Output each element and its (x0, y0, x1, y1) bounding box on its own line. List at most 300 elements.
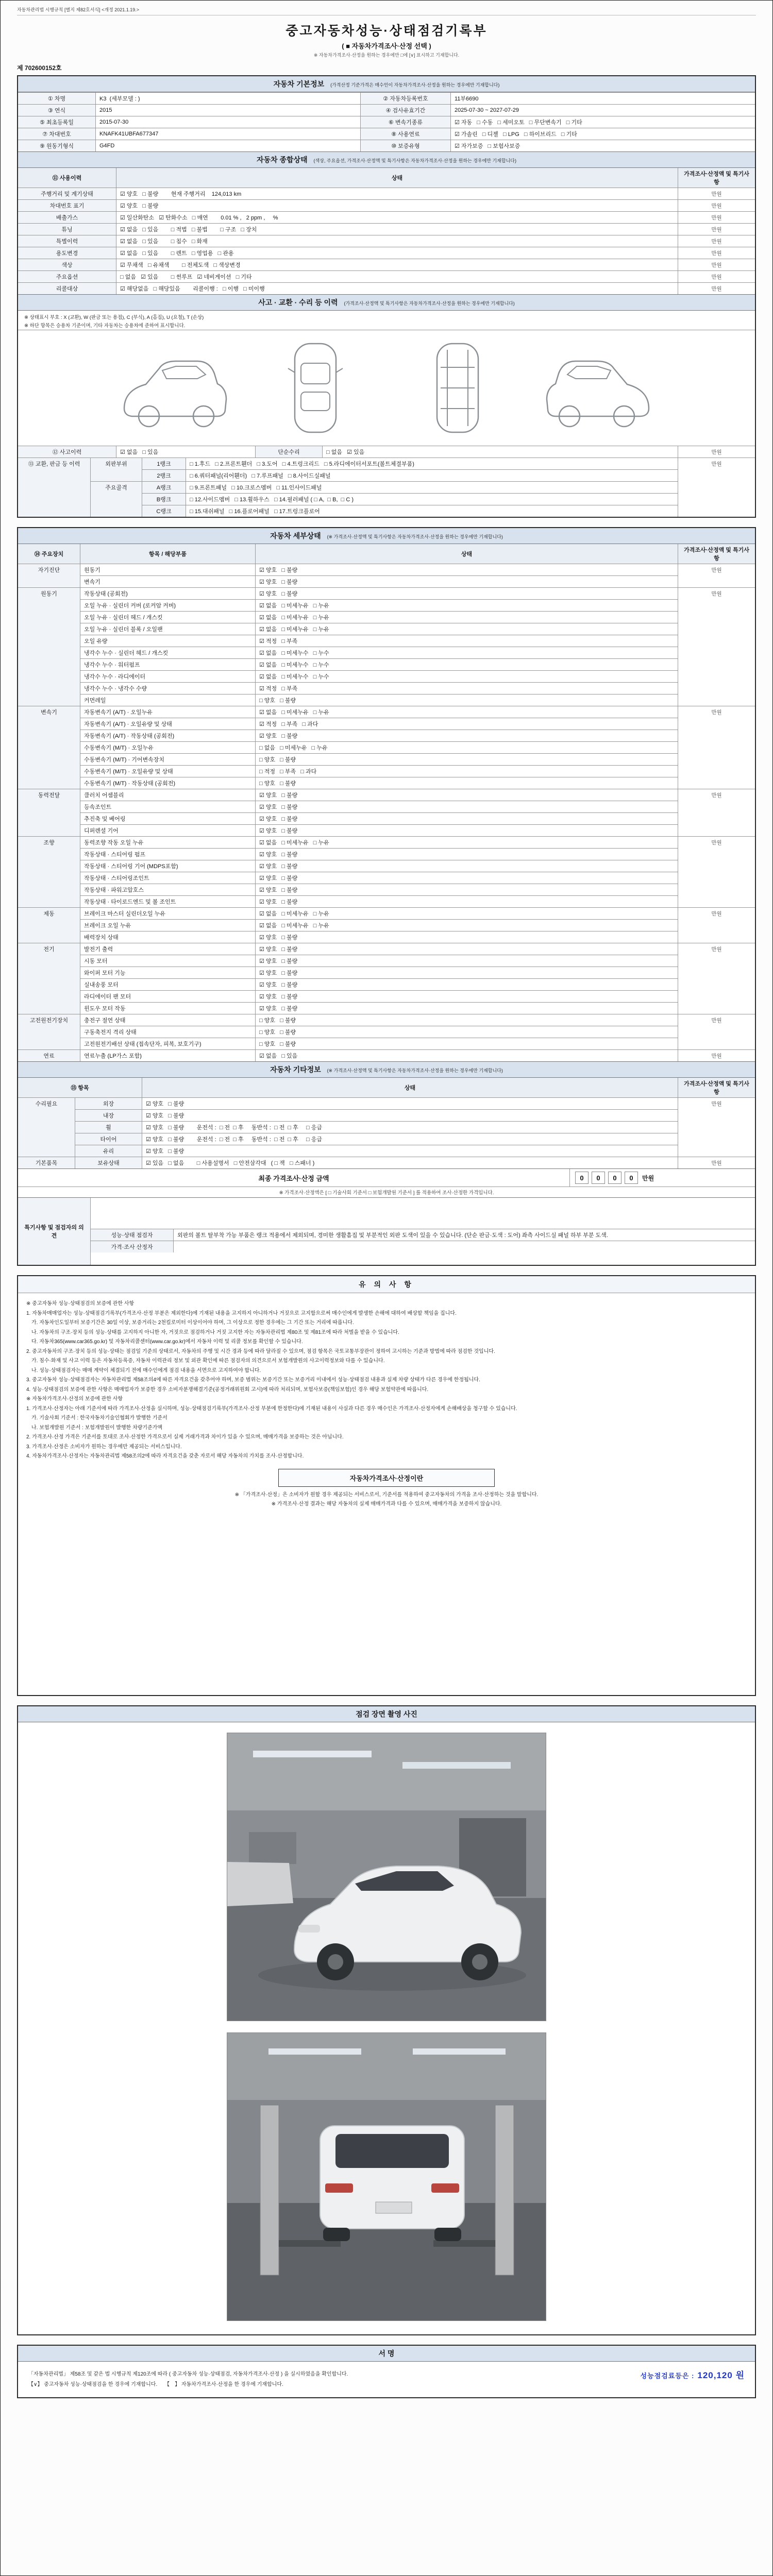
section-signature (17, 2345, 756, 2398)
price-cell (678, 469, 755, 481)
device-label (18, 919, 80, 931)
notice-item: 4. 자동차가격조사·산정자는 자동차관리법 제58조의2에 따라 자격요건을 갖춘 자로서 해당 자동차의 가치를 조사·산정합니다. (26, 1453, 304, 1459)
etc-row (18, 1109, 755, 1121)
exchange-label (18, 493, 90, 505)
accident-history-label: ⑫ 사고이력 (18, 446, 116, 457)
device-label (18, 599, 80, 611)
item-label: 리콜대상 (18, 282, 116, 294)
status-checkboxes[interactable]: ☑ 양호 □ 불량 운전석 : □ 전 □ 후 동반석 : □ 전 □ 후 □ 응급 (142, 1121, 678, 1133)
detail-row (18, 765, 755, 777)
price-cell (678, 978, 755, 990)
status-checkboxes[interactable]: ☑ 양호 □ 불량 (255, 587, 678, 599)
price-cell (678, 884, 755, 895)
status-checkboxes[interactable]: ☑ 양호 □ 불량 (255, 789, 678, 801)
device-label (18, 990, 80, 1002)
detail-row (18, 706, 755, 718)
final-amount-label: 최종 가격조사·산정 금액 (258, 1174, 329, 1182)
exchange-label (18, 505, 90, 517)
status-checkboxes[interactable]: ☑ 없음 □ 미세누유 □ 누유 (255, 706, 678, 718)
status-checkboxes[interactable]: ☑ 양호 □ 불량 (255, 990, 678, 1002)
col-part: 항목 / 해당부품 (80, 544, 255, 564)
status-checkboxes[interactable]: ☑ 해당없음 □ 해당있음 리콜이행 : □ 이행 □ 미이행 (116, 282, 678, 294)
device-label (18, 884, 80, 895)
field-value[interactable]: G4FD (95, 140, 360, 151)
part-label: 오일 누유 · 실린더 블록 / 오일팬 (80, 623, 255, 635)
field-label: ③ 연식 (18, 104, 95, 116)
price-cell (678, 1026, 755, 1038)
status-checkboxes[interactable]: ☑ 양호 □ 불량 (142, 1145, 678, 1157)
item-label: 내장 (75, 1109, 142, 1121)
detail-row (18, 623, 755, 635)
part-label: 변속기 (80, 575, 255, 587)
detail-row (18, 564, 755, 575)
price-cell: 만원 (678, 907, 755, 919)
field-value[interactable]: ☑ 가솔린 □ 디젤 □ LPG □ 하이브리드 □ 기타 (450, 128, 755, 140)
status-checkboxes[interactable]: ☑ 양호 □ 불량 (255, 824, 678, 836)
status-checkboxes[interactable]: ☑ 양호 □ 불량 (255, 575, 678, 587)
amount-digit[interactable]: 0 (592, 1172, 605, 1184)
price-cell: 만원 (678, 211, 755, 223)
status-checkboxes[interactable]: □ 양호 □ 불량 (255, 1038, 678, 1049)
title-note: ※ 자동차가격조사·산정을 원하는 경우에만 □에 [∨] 표시하고 기재합니다. (313, 53, 460, 58)
price-cell (678, 658, 755, 670)
notice-item: ※ 자동차가격조사·산정의 보증에 관한 사항 (26, 1396, 123, 1402)
status-checkboxes[interactable]: □ 양호 □ 불량 (255, 777, 678, 789)
basic-info-row (18, 92, 755, 104)
status-checkboxes[interactable]: ☑ 없음 □ 미세누유 □ 누유 (255, 611, 678, 623)
status-checkboxes[interactable]: ☑ 없음 □ 미세누수 □ 누수 (255, 658, 678, 670)
col-price: 가격조사·산정액 및 특기사항 (678, 1078, 755, 1097)
exchange-rank-row (18, 469, 755, 481)
status-checkboxes[interactable]: ☑ 없음 □ 미세누유 □ 누유 (255, 919, 678, 931)
price-cell: 만원 (678, 235, 755, 247)
status-checkboxes[interactable]: ☑ 양호 □ 불량 현재 주행거리 124,013 km (116, 188, 678, 199)
device-label: 조향 (18, 836, 80, 848)
etc-note: (※ 가격조사·산정액 및 특기사항은 자동차가격조사·산정을 원하는 경우에만 기재합니다) (327, 1068, 503, 1073)
detail-row (18, 647, 755, 658)
status-checkboxes[interactable]: ☑ 양호 □ 불량 (255, 967, 678, 978)
device-label (18, 1038, 80, 1049)
signature-statement: 「자동차관리법」 제58조 및 같은 법 시행규칙 제120조에 따라 ( 중고자동차 성능·상태점검, 자동차가격조사·산정 ) 을 실시하였음을 확인합니다. (28, 2371, 348, 2377)
status-checkboxes[interactable]: ☑ 없음 □ 있음 □ 적법 □ 불법 □ 구조 □ 장치 (116, 223, 678, 235)
price-cell: 만원 (678, 1097, 755, 1109)
price-cell: 만원 (678, 1157, 755, 1168)
price-cell: 만원 (678, 270, 755, 282)
part-label: 브레이크 오일 누유 (80, 919, 255, 931)
device-label (18, 860, 80, 872)
price-cell (678, 730, 755, 741)
status-checkboxes[interactable]: ☑ 일산화탄소 ☑ 탄화수소 □ 매연 0.01 % , 2 ppm , % (116, 211, 678, 223)
part-label: 냉각수 누수 · 냉각수 수량 (80, 682, 255, 694)
price-cell (678, 955, 755, 967)
rank-checkboxes[interactable]: □ 15.대쉬패널 □ 16.플로어패널 □ 17.트렁크플로어 (186, 505, 678, 517)
part-label: 수동변속기 (M/T) · 기어변속장치 (80, 753, 255, 765)
price-cell (678, 990, 755, 1002)
notice-body (18, 1293, 755, 1695)
detail-row (18, 978, 755, 990)
detail-rows (18, 564, 755, 1061)
part-label: 수동변속기 (M/T) · 오일누유 (80, 741, 255, 753)
status-checkboxes[interactable]: □ 없음 ☑ 있음 □ 썬루프 ☑ 네비게이션 □ 기타 (116, 270, 678, 282)
rank-checkboxes[interactable]: □ 12.사이드멤버 □ 13.휠하우스 □ 14.필러패널 ( □ A, □ B, □ C ) (186, 493, 678, 505)
overall-row (18, 270, 755, 282)
device-label (18, 730, 80, 741)
car-diagrams (18, 330, 755, 446)
detail-row (18, 931, 755, 943)
status-checkboxes[interactable]: ☑ 양호 □ 불량 운전석 : □ 전 □ 후 동반석 : □ 전 □ 후 □ 응급 (142, 1133, 678, 1145)
basic-info-row (18, 116, 755, 128)
price-cell (678, 611, 755, 623)
price-cell (678, 647, 755, 658)
field-value[interactable]: ☑ 자동 □ 수동 □ 세미오토 □ 무단변속기 □ 기타 (450, 116, 755, 128)
price-cell (678, 718, 755, 730)
price-cell (678, 1109, 755, 1121)
accident-note: (가격조사·산정액 및 특기사항은 자동차가격조사·산정을 원하는 경우에만 기재합니다) (344, 301, 515, 306)
status-checkboxes[interactable]: □ 적정 □ 부족 □ 과다 (255, 765, 678, 777)
price-cell (678, 741, 755, 753)
item-label: 유리 (75, 1145, 142, 1157)
status-checkboxes[interactable]: □ 양호 □ 불량 (255, 1014, 678, 1026)
device-label (18, 647, 80, 658)
exchange-label (18, 481, 90, 493)
part-label: 등속조인트 (80, 801, 255, 812)
price-cell (678, 931, 755, 943)
detail-row (18, 670, 755, 682)
device-label (18, 848, 80, 860)
detail-note: (※ 가격조사·산정액 및 특기사항은 자동차가격조사·산정을 원하는 경우에만 기재합니다) (327, 534, 503, 539)
device-label (18, 872, 80, 884)
status-checkboxes[interactable]: ☑ 없음 □ 있음 (255, 1049, 678, 1061)
exchange-label (18, 469, 90, 481)
document-number: 제 702600152호 (17, 64, 62, 72)
col-status: 상태 (116, 168, 678, 188)
amount-digit[interactable]: 0 (608, 1172, 621, 1184)
field-label: ⑦ 차대번호 (18, 128, 95, 140)
part-label: 동력조향 작동 오일 누유 (80, 836, 255, 848)
detail-row (18, 1002, 755, 1014)
final-amount-note: ※ 가격조사·산정액은 [ □ 기술사회 기준서 □ 보험개발원 기준서 ] 를 적용하여 조사·산정한 가격입니다. (18, 1187, 755, 1197)
notice-box-lines (26, 1491, 747, 1509)
overall-table-head (18, 168, 755, 188)
detail-row (18, 1014, 755, 1026)
part-label: 수동변속기 (M/T) · 작동상태 (공회전) (80, 777, 255, 789)
price-cell (678, 919, 755, 931)
device-label (18, 682, 80, 694)
photos-body (18, 1722, 755, 2334)
rank-label: B랭크 (142, 493, 186, 505)
price-cell (678, 777, 755, 789)
col-price: 가격조사·산정액 및 특기사항 (678, 544, 755, 564)
price-cell: 만원 (678, 943, 755, 955)
fee-label: 성능점검료등은 : (640, 2372, 695, 2380)
detail-row (18, 658, 755, 670)
field-label: ④ 검사유효기간 (360, 104, 450, 116)
detail-row (18, 1026, 755, 1038)
device-label (18, 777, 80, 789)
item-label: 배출가스 (18, 211, 116, 223)
status-checkboxes[interactable]: ☑ 양호 □ 불량 (255, 730, 678, 741)
price-cell (678, 753, 755, 765)
price-cell: 만원 (678, 836, 755, 848)
simple-repair-status[interactable]: □ 없음 ☑ 있음 (322, 446, 678, 457)
field-value[interactable]: 2025-07-30 ~ 2027-07-29 (450, 104, 755, 116)
detail-title: 자동차 세부상태 (270, 532, 321, 540)
part-label: 발전기 출력 (80, 943, 255, 955)
detail-row (18, 599, 755, 611)
part-label: 수동변속기 (M/T) · 오일유량 및 상태 (80, 765, 255, 777)
price-cell (678, 860, 755, 872)
item-label: 주행거리 및 계기상태 (18, 188, 116, 199)
opinion-rows-wrap (90, 1198, 755, 1265)
notice-item: 1. 가격조사·산정자는 아래 기준서에 따라 가격조사·산정을 실시하며, 성능·상태점검기록부(가격조사·산정 부분에 한정한다)에 기재된 내용이 사실과 다른 경우 매수인은 가격조사·산정자에게 손해배상을 청구할 수 있습니다. (26, 1405, 517, 1412)
part-label: 원동기 (80, 564, 255, 575)
etc-row (18, 1145, 755, 1157)
part-label: 자동변속기 (A/T) · 오일유량 및 상태 (80, 718, 255, 730)
etc-header (18, 1061, 755, 1078)
field-value[interactable]: 2015 (95, 104, 360, 116)
group-label (18, 1121, 75, 1133)
exchange-rank-row (18, 457, 755, 469)
rank-label: 2랭크 (142, 469, 186, 481)
device-label (18, 575, 80, 587)
status-checkboxes[interactable]: ☑ 양호 □ 불량 (255, 872, 678, 884)
signature-header: 서 명 (18, 2346, 755, 2362)
price-cell (678, 801, 755, 812)
status-checkboxes[interactable]: ☑ 없음 □ 미세누유 □ 누유 (255, 599, 678, 611)
overall-row (18, 235, 755, 247)
field-value[interactable]: 2015-07-30 (95, 116, 360, 128)
device-label (18, 765, 80, 777)
status-checkboxes[interactable]: ☑ 없음 □ 있음 □ 침수 □ 화재 (116, 235, 678, 247)
exchange-label: ⑬ 교환, 판금 등 이력 (18, 457, 90, 469)
status-checkboxes[interactable]: ☑ 무채색 □ 유채색 □ 전체도색 □ 색상변경 (116, 259, 678, 270)
etc-row (18, 1097, 755, 1109)
panel-group-label (90, 493, 142, 505)
part-label: 라디에이터 팬 모터 (80, 990, 255, 1002)
status-checkboxes[interactable]: ☑ 양호 □ 불량 (255, 812, 678, 824)
price-cell: 만원 (678, 199, 755, 211)
device-label (18, 670, 80, 682)
part-label: 브레이크 마스터 실린더오일 누유 (80, 907, 255, 919)
field-value[interactable]: 11부6690 (450, 92, 755, 104)
device-label: 전기 (18, 943, 80, 955)
device-label: 변속기 (18, 706, 80, 718)
price-cell: 만원 (678, 564, 755, 575)
opinion-side-row (18, 1198, 755, 1265)
notice-item: 다. 자동차365(www.car365.go.kr) 및 자동차리콜센터(www.car.go.kr)에서 자동차 이력 및 리콜 정보를 확인할 수 있습니다. (26, 1339, 303, 1345)
device-label: 고전원전기장치 (18, 1014, 80, 1026)
status-checkboxes[interactable]: ☑ 있음 □ 없음 □ 사용설명서 □ 안전삼각대 ( □ 잭 □ 스패너 ) (142, 1157, 678, 1168)
photo-2-scene (227, 2033, 546, 2321)
col-item: ⑮ 항목 (18, 1078, 142, 1097)
status-checkboxes[interactable]: ☑ 없음 □ 있음 □ 렌트 □ 영업용 □ 관용 (116, 247, 678, 259)
price-cell (678, 493, 755, 505)
item-label: 휠 (75, 1121, 142, 1133)
status-checkboxes[interactable]: ☑ 양호 □ 불량 (255, 943, 678, 955)
status-checkboxes[interactable]: ☑ 적정 □ 부족 □ 과다 (255, 718, 678, 730)
price-cell: 만원 (678, 587, 755, 599)
opinion-row (91, 1229, 755, 1241)
item-label: 특별이력 (18, 235, 116, 247)
status-checkboxes[interactable]: ☑ 양호 □ 불량 (255, 884, 678, 895)
detail-row (18, 836, 755, 848)
price-cell (678, 848, 755, 860)
amount-digit[interactable]: 0 (625, 1172, 638, 1184)
part-label: 작동상태 (공회전) (80, 587, 255, 599)
fee-value: 120,120 원 (697, 2370, 745, 2380)
etc-row (18, 1133, 755, 1145)
item-label: 외장 (75, 1097, 142, 1109)
basic-info-row (18, 128, 755, 140)
status-checkboxes[interactable]: ☑ 양호 □ 불량 (255, 895, 678, 907)
status-checkboxes[interactable]: ☑ 없음 □ 미세누수 □ 누수 (255, 670, 678, 682)
item-label: 색상 (18, 259, 116, 270)
detail-row (18, 789, 755, 801)
part-label: 고전원전기배선 상태 (접속단자, 피복, 보호기구) (80, 1038, 255, 1049)
notice-item: 3. 중고자동차 성능·상태점검자는 자동차관리법 제58조의4에 따른 자격요건을 갖추어야 하며, 보증 범위는 보증기간 또는 보증거리 이내에서 성능·상태점검 내용과 실제 차량 상태가 다른 경우에 한정됩니다. (26, 1377, 480, 1383)
field-value[interactable]: KNAFK41UBFA677347 (95, 128, 360, 140)
notice-title: 유 의 사 항 (18, 1276, 755, 1293)
opinion-side-label: 특기사항 및 점검자의 의견 (18, 1198, 90, 1265)
rank-label: 1랭크 (142, 457, 186, 469)
part-label: 오일 누유 · 실린더 헤드 / 개스킷 (80, 611, 255, 623)
status-checkboxes[interactable]: ☑ 양호 □ 불량 (255, 801, 678, 812)
status-checkboxes[interactable]: ☑ 양호 □ 불량 (255, 860, 678, 872)
diagram-basis-legend: ※ 하단 항목은 승용차 기준이며, 기타 자동차는 승용차에 준하여 표시합니다. (24, 323, 186, 329)
photo-1-scene (227, 1733, 546, 2021)
overall-row (18, 247, 755, 259)
device-label: 원동기 (18, 587, 80, 599)
overall-row (18, 199, 755, 211)
inspector-role: 성능·상태 점검자 (91, 1229, 173, 1241)
status-checkboxes[interactable]: □ 양호 □ 불량 (255, 753, 678, 765)
item-label: 주요옵션 (18, 270, 116, 282)
detail-row (18, 694, 755, 706)
accident-history-status[interactable]: ☑ 없음 □ 있음 (116, 446, 255, 457)
overall-row (18, 211, 755, 223)
device-label (18, 824, 80, 836)
price-survey-option[interactable]: ( ■ 자동차가격조사·산정 선택 ) (342, 42, 431, 50)
status-checkboxes[interactable]: ☑ 양호 □ 불량 (116, 199, 678, 211)
group-label: 수리필요 (18, 1097, 75, 1109)
rank-label: A랭크 (142, 481, 186, 493)
status-checkboxes[interactable]: ☑ 양호 □ 불량 (255, 955, 678, 967)
status-checkboxes[interactable]: ☑ 없음 □ 미세누유 □ 누유 (255, 907, 678, 919)
detail-row (18, 635, 755, 647)
device-label (18, 978, 80, 990)
notice-item: 나. 보험개발원 기준서 : 보험개발원이 발행한 차량기준가액 (26, 1425, 163, 1431)
etc-row (18, 1121, 755, 1133)
overall-rows (18, 188, 755, 294)
status-checkboxes[interactable]: ☑ 양호 □ 불량 (255, 978, 678, 990)
part-label: 작동상태 · 파워고압호스 (80, 884, 255, 895)
inspector-opinion[interactable]: 외판의 볼트 탈부착 가능 부품은 랭크 적용에서 제외되며, 경미한 생활흠집 및 부분적인 외판 도색이 있을 수 있습니다. (단순 판금·도색 : 도어) 좌측 사이드실 패널 하부 부분 도색. (173, 1229, 755, 1241)
rank-checkboxes[interactable]: □ 6.쿼터패널(리어휀더) □ 7.루프패널 □ 8.사이드실패널 (186, 469, 678, 481)
device-label (18, 801, 80, 812)
price-cell (678, 505, 755, 517)
group-label (18, 1145, 75, 1157)
device-label (18, 1002, 80, 1014)
price-cell: 만원 (678, 1049, 755, 1061)
price-cell (678, 599, 755, 611)
notice-item: 2. 중고자동차의 구조·장치 등의 성능·상태는 점검일 기준의 상태로서, 자동차의 주행 및 시간 경과 등에 따라 달라질 수 있으며, 점검 항목은 국토교통부장관이 정하여 고시하는 기준과 방법에 따라 점검한 것입니다. (26, 1348, 495, 1354)
field-label: ⑤ 최초등록일 (18, 116, 95, 128)
price-cell: 만원 (678, 706, 755, 718)
status-checkboxes[interactable]: □ 없음 □ 미세누유 □ 누유 (255, 741, 678, 753)
final-amount-row (18, 1168, 755, 1187)
group-label: 기본품목 (18, 1157, 75, 1168)
price-cell: 만원 (678, 1014, 755, 1026)
status-checkboxes[interactable]: □ 양호 □ 불량 (255, 694, 678, 706)
detail-row (18, 741, 755, 753)
overall-title: 자동차 종합상태 (257, 156, 308, 164)
part-label: 충전구 절연 상태 (80, 1014, 255, 1026)
part-label: 작동상태 · 타이로드엔드 및 볼 조인트 (80, 895, 255, 907)
page-title: 중고자동차성능·상태점검기록부 (285, 24, 488, 38)
status-checkboxes[interactable]: ☑ 양호 □ 불량 (255, 848, 678, 860)
status-checkboxes[interactable]: ☑ 양호 □ 불량 (255, 1002, 678, 1014)
accident-header (18, 294, 755, 311)
status-checkboxes[interactable]: ☑ 양호 □ 불량 (142, 1097, 678, 1109)
panel-group-label (90, 505, 142, 517)
status-checkboxes[interactable]: ☑ 적정 □ 부족 (255, 635, 678, 647)
exchange-rank-row (18, 481, 755, 493)
panel-group-label: 주요골격 (90, 481, 142, 493)
status-checkboxes[interactable]: ☑ 적정 □ 부족 (255, 682, 678, 694)
status-checkboxes[interactable]: ☑ 없음 □ 미세누유 □ 누유 (255, 623, 678, 635)
detail-row (18, 872, 755, 884)
device-label (18, 1026, 80, 1038)
part-label: 오일 누유 · 실린더 커버 (로커암 커버) (80, 599, 255, 611)
field-value[interactable]: K3 (세부모델 : ) (95, 92, 360, 104)
status-checkboxes[interactable]: ☑ 양호 □ 불량 (255, 931, 678, 943)
part-label: 클러치 어셈블리 (80, 789, 255, 801)
detail-row (18, 907, 755, 919)
inspection-fee (641, 2368, 745, 2381)
amount-digit[interactable]: 0 (575, 1172, 589, 1184)
simple-repair-label: 단순수리 (255, 446, 322, 457)
status-checkboxes[interactable]: ☑ 없음 □ 미세누수 □ 누수 (255, 647, 678, 658)
part-label: 자동변속기 (A/T) · 오일누유 (80, 706, 255, 718)
detail-row (18, 682, 755, 694)
rank-checkboxes[interactable]: □ 1.후드 □ 2.프론트휀더 □ 3.도어 □ 4.트렁크리드 □ 5.라디에이터서포트(볼트체결부품) (186, 457, 678, 469)
rank-checkboxes[interactable]: □ 9.프론트패널 □ 10.크로스멤버 □ 11.인사이드패널 (186, 481, 678, 493)
basic-info-row (18, 104, 755, 116)
opinion-row (91, 1241, 755, 1252)
amount-digits[interactable] (575, 1172, 638, 1184)
price-cell (678, 872, 755, 884)
status-checkboxes[interactable]: ☑ 없음 □ 미세누유 □ 누유 (255, 836, 678, 848)
col-device: ⑭ 주요장치 (18, 544, 80, 564)
notice-item: 1. 자동차매매업자는 성능·상태점검기록부(가격조사·산정 부분은 제외한다)에 기재된 내용을 고지하지 아니하거나 거짓으로 고지함으로써 매수인에게 발생한 손해에 대하여 배상할 책임을 집니다. (26, 1310, 457, 1316)
item-label: 튜닝 (18, 223, 116, 235)
status-checkboxes[interactable]: ☑ 양호 □ 불량 (142, 1109, 678, 1121)
detail-row (18, 919, 755, 931)
device-label: 동력전달 (18, 789, 80, 801)
amount-unit: 만원 (642, 1174, 654, 1182)
field-value[interactable]: ☑ 자가보증 □ 보험사보증 (450, 140, 755, 151)
device-label (18, 694, 80, 706)
inspector-opinion[interactable] (173, 1241, 755, 1252)
status-checkboxes[interactable]: ☑ 양호 □ 불량 (255, 564, 678, 575)
form-reference: 자동차관리법 시행규칙 [별지 제82호서식] <개정 2021.1.19.> (17, 7, 140, 12)
basic-info-title: 자동차 기본정보 (273, 80, 325, 88)
col-usage-history: ⑪ 사용이력 (18, 168, 116, 188)
device-label (18, 718, 80, 730)
price-cell (678, 1145, 755, 1157)
accident-title: 사고 · 교환 · 수리 등 이력 (258, 298, 338, 307)
status-checkboxes[interactable]: □ 양호 □ 불량 (255, 1026, 678, 1038)
